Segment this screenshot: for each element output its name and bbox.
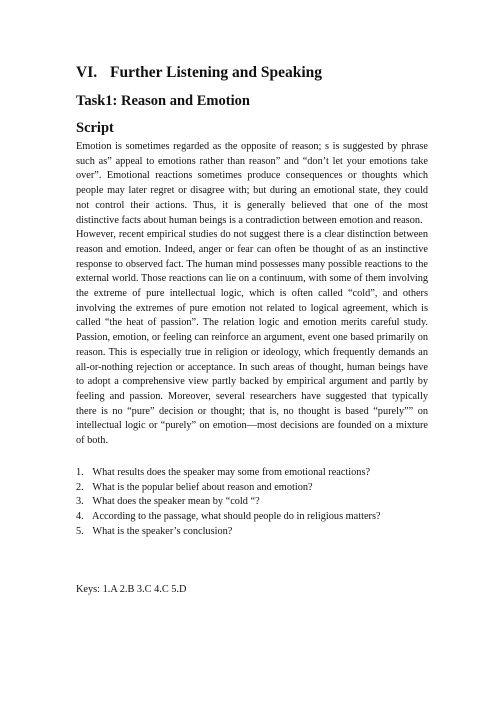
question-item bbox=[76, 510, 436, 525]
section-title: Further Listening and Speaking bbox=[110, 64, 323, 81]
section-heading bbox=[76, 64, 322, 82]
question-item bbox=[76, 466, 436, 481]
question-item bbox=[76, 481, 436, 496]
question-number: 3. bbox=[76, 496, 84, 508]
script-heading: Script bbox=[76, 120, 114, 136]
question-text: What is the speaker’s conclusion? bbox=[92, 525, 233, 537]
question-text: What does the speaker mean by “cold “? bbox=[92, 496, 260, 508]
question-text: What results does the speaker may some from emotional reactions? bbox=[92, 467, 371, 478]
question-text: According to the passage, what should people do in religious matters? bbox=[92, 511, 381, 523]
script-paragraph: Emotion is sometimes regarded as the opposite of reason; s is suggested by phrase such as” appeal to emotions rather than reason” and “don’t let your emotions take over”. Emotional reactions sometimes produce consequences or thoughts which people may later regret or disagree with; but during an emotional state, they could not control their actions. Thus, it is generally believed that one of the most distinctive facts about human beings is a contradiction between emotion and reason. bbox=[76, 141, 428, 226]
question-item bbox=[76, 495, 436, 510]
question-item bbox=[76, 525, 436, 540]
task-heading: Task1: Reason and Emotion bbox=[76, 93, 250, 109]
question-text: What is the popular belief about reason and emotion? bbox=[92, 481, 313, 493]
question-number: 2. bbox=[76, 481, 84, 493]
question-list bbox=[76, 466, 436, 540]
script-body bbox=[76, 140, 428, 449]
script-paragraph: However, recent empirical studies do not suggest there is a clear distinction between reason and emotion. Indeed, anger or fear can often be thought of as an instinctive response to observed fact. The human mind possesses many possible reactions to the external world. Those reactions can lie on a continuum, with some of them involving the extreme of pure intellectual logic, which is often called “cold”, and others involving the extremes of pure emotion not related to logical agreement, which is called “the heat of passion”. The relation logic and emotion merits careful study. Passion, emotion, or feeling can reinforce an argument, event one based primarily on reason. This is especially true in religion or ideology, which frequently demands an all-or-nothing rejection or acceptance. In such areas of thought, human beings have to adopt a comprehensive view partly backed by empirical argument and partly by feeling and passion. Moreover, several researchers have suggested that typically there is no “pure” decision or thought; that is, no thought is based “purely”” on intellectual logic or “purely” on emotion—most decisions are founded on a mixture of both. bbox=[76, 229, 428, 447]
question-number: 5. bbox=[76, 525, 84, 537]
question-number: 1. bbox=[76, 467, 84, 478]
question-number: 4. bbox=[76, 511, 84, 523]
answer-keys: Keys: 1.A 2.B 3.C 4.C 5.D bbox=[76, 584, 187, 595]
section-number: VI. bbox=[76, 64, 98, 81]
